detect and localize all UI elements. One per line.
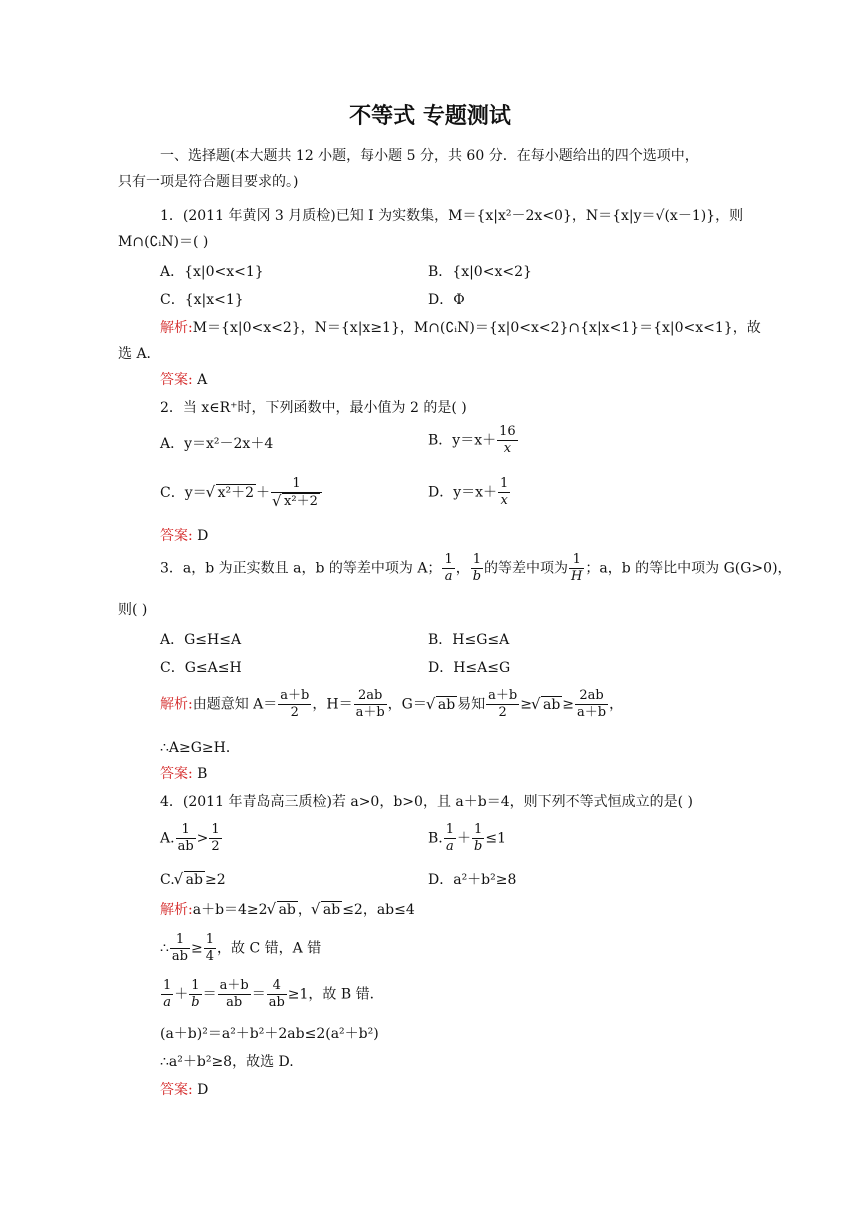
text: ≤1 bbox=[485, 830, 506, 847]
sqrt-expression: √ ab bbox=[436, 696, 457, 713]
text: C. bbox=[160, 872, 175, 888]
fraction bbox=[444, 822, 456, 855]
fraction bbox=[189, 978, 201, 1011]
q4-solution-line4: (a＋b)²＝a²＋b²＋2ab≤2(a²＋b²) bbox=[160, 1026, 379, 1042]
q3-stem bbox=[0, 552, 860, 592]
fraction bbox=[204, 932, 216, 965]
fraction bbox=[472, 822, 484, 855]
q1-answer-value: A bbox=[197, 372, 208, 388]
page-title: 不等式 专题测试 bbox=[349, 103, 511, 129]
q2-d-prefix: D．y＝x＋ bbox=[428, 484, 498, 501]
numerator: 1 bbox=[271, 476, 322, 493]
q4-answer-value: D bbox=[197, 1082, 209, 1098]
numerator: 1 bbox=[211, 822, 220, 837]
q2-b-fraction bbox=[497, 424, 518, 457]
text: ，H＝ bbox=[312, 696, 353, 713]
fraction bbox=[218, 978, 251, 1011]
q2-option-a: A．y＝x²－2x＋4 bbox=[160, 436, 274, 452]
sqrt-expression: √ x²＋2 bbox=[216, 484, 256, 501]
numerator: 1 bbox=[472, 822, 484, 839]
text: ≤2，ab≤4 bbox=[342, 902, 415, 918]
denominator: ab bbox=[226, 995, 243, 1010]
text: ＋ bbox=[174, 986, 189, 1003]
q2-option-d bbox=[428, 476, 860, 516]
q1-option-d: D．Φ bbox=[428, 292, 465, 308]
text: 易知 bbox=[457, 696, 486, 713]
solution-label: 解析: bbox=[160, 902, 193, 918]
sqrt-expression: √ ab bbox=[321, 901, 342, 918]
denominator: b bbox=[191, 995, 200, 1010]
denominator: a bbox=[446, 839, 454, 854]
text: A. bbox=[160, 830, 175, 847]
q4-option-d: D．a²＋b²≥8 bbox=[428, 872, 517, 888]
q1-answer bbox=[0, 370, 860, 390]
text: B. bbox=[428, 830, 443, 847]
q3-option-b: B．H≤G≤A bbox=[428, 632, 510, 648]
section-intro-line2: 只有一项是符合题目要求的。) bbox=[118, 174, 299, 190]
q1-option-b: B．{x|0<x<2} bbox=[428, 264, 532, 280]
denominator: 2 bbox=[211, 839, 220, 854]
sqrt-expression: √ ab bbox=[184, 871, 205, 888]
q1-stem: 1．(2011 年黄冈 3 月质检)已知 I 为实数集，M＝{x|x²－2x<0}，N＝{x|y＝√(x－1)}，则 bbox=[160, 208, 744, 224]
sqrt-expression: √ x²＋2 bbox=[282, 493, 320, 510]
fraction bbox=[575, 688, 608, 721]
numerator: 1 bbox=[205, 932, 215, 947]
q1-solution-cont: 选 A． bbox=[118, 346, 161, 362]
numerator: 1 bbox=[163, 978, 172, 993]
fraction bbox=[170, 932, 190, 965]
text: ≥2 bbox=[204, 872, 226, 888]
numerator: a＋b bbox=[280, 688, 310, 703]
numerator: 1 bbox=[569, 552, 584, 569]
separator: ， bbox=[455, 560, 470, 577]
fraction bbox=[569, 552, 584, 585]
fraction bbox=[161, 978, 173, 1011]
text: a＋b＝4≥2 bbox=[192, 902, 268, 918]
text: ＝ bbox=[202, 986, 217, 1003]
denominator: 2 bbox=[290, 705, 299, 720]
numerator: 1 bbox=[471, 552, 483, 569]
sqrt-expression: √ ab bbox=[277, 901, 298, 918]
denominator: ab bbox=[268, 995, 285, 1010]
q1-option-c: C．{x|x<1} bbox=[160, 292, 244, 308]
q2-answer-value: D bbox=[197, 528, 209, 544]
text: ＝ bbox=[251, 986, 266, 1003]
q1-solution-text: M＝{x|0<x<2}，N＝{x|x≥1}，M∩(∁ᵢN)＝{x|0<x<2}∩{x|x<1}＝{x|0<x<1}，故 bbox=[192, 320, 761, 336]
text: ， bbox=[609, 696, 624, 713]
numerator: 1 bbox=[176, 822, 196, 839]
q4-stem: 4．(2011 年青岛高三质检)若 a>0，b>0，且 a＋b＝4，则下列不等式恒成立的是( ) bbox=[160, 794, 693, 810]
fraction bbox=[278, 688, 311, 721]
numerator: 16 bbox=[499, 424, 516, 439]
q3-stem-text: ；a，b 的等比中项为 G(G>0)， bbox=[585, 560, 792, 577]
text: ，G＝ bbox=[387, 696, 427, 713]
q2-d-fraction bbox=[498, 476, 510, 509]
q3-stem-cont: 则( ) bbox=[118, 602, 148, 618]
section-intro-line1: 一、选择题(本大题共 12 小题，每小题 5 分，共 60 分．在每小题给出的四个选项中， bbox=[160, 148, 699, 164]
q3-option-c: C．G≤A≤H bbox=[160, 660, 242, 676]
text: ＋ bbox=[457, 830, 472, 847]
fraction bbox=[209, 822, 221, 855]
q4-option-b bbox=[428, 822, 860, 862]
q3-answer bbox=[0, 764, 860, 784]
denominator bbox=[271, 493, 322, 510]
answer-label: 答案: bbox=[160, 528, 193, 544]
q2-b-prefix: B．y＝x＋ bbox=[428, 432, 497, 449]
fraction bbox=[486, 688, 519, 721]
denominator: 4 bbox=[205, 949, 215, 964]
denominator: ab bbox=[177, 839, 194, 854]
answer-label: 答案: bbox=[160, 372, 193, 388]
answer-label: 答案: bbox=[160, 766, 193, 782]
plus-sign: ＋ bbox=[256, 485, 271, 501]
q4-answer bbox=[0, 1080, 860, 1100]
denominator: b bbox=[472, 569, 482, 584]
denominator: a bbox=[444, 569, 453, 584]
numerator: 1 bbox=[444, 552, 453, 567]
text: ≥ bbox=[191, 940, 203, 957]
denominator: ab bbox=[171, 949, 188, 964]
denominator: b bbox=[474, 839, 483, 854]
numerator: 1 bbox=[189, 978, 201, 995]
q4-solution-line3 bbox=[0, 978, 860, 1018]
denominator: a bbox=[163, 995, 172, 1010]
q3-stem-text: 3．a，b 为正实数且 a，b 的等差中项为 A； bbox=[160, 560, 442, 577]
fraction bbox=[442, 552, 454, 585]
q2-c-prefix: C．y＝ bbox=[160, 485, 207, 501]
denominator: x bbox=[503, 441, 512, 456]
numerator: a＋b bbox=[488, 688, 518, 703]
denominator: x bbox=[500, 493, 508, 508]
q2-option-b bbox=[428, 424, 860, 464]
numerator: 2ab bbox=[354, 688, 387, 705]
text: > bbox=[196, 830, 209, 847]
text: ≥1，故 B 错． bbox=[287, 986, 384, 1003]
text: 由题意知 A＝ bbox=[192, 696, 278, 713]
q2-c-fraction bbox=[271, 476, 322, 510]
text: ，故 C 错，A 错 bbox=[217, 940, 322, 957]
answer-label: 答案: bbox=[160, 1082, 193, 1098]
q2-answer bbox=[0, 526, 860, 546]
numerator: a＋b bbox=[219, 978, 249, 993]
fraction bbox=[471, 552, 483, 585]
fraction bbox=[267, 978, 287, 1011]
numerator: 2ab bbox=[575, 688, 608, 705]
q1-solution bbox=[0, 318, 860, 338]
denominator: H bbox=[571, 569, 583, 584]
numerator: 1 bbox=[445, 822, 455, 837]
text: ≥ bbox=[520, 696, 532, 713]
solution-label: 解析: bbox=[160, 320, 193, 336]
denominator: 2 bbox=[498, 705, 507, 720]
q3-solution bbox=[0, 688, 860, 728]
q3-option-a: A．G≤H≤A bbox=[160, 632, 242, 648]
text: ， bbox=[297, 902, 312, 918]
q3-stem-text: 的等差中项为 bbox=[484, 560, 569, 577]
q2-stem: 2．当 x∈R⁺时，下列函数中，最小值为 2 的是( ) bbox=[160, 400, 467, 416]
numerator: 1 bbox=[170, 932, 190, 949]
q3-answer-value: B bbox=[197, 766, 208, 782]
numerator: 4 bbox=[267, 978, 287, 995]
fraction bbox=[176, 822, 196, 855]
sqrt-expression: √ ab bbox=[541, 696, 562, 713]
q4-solution-line5: ∴a²＋b²≥8，故选 D. bbox=[160, 1054, 294, 1070]
q4-solution-line2 bbox=[0, 932, 860, 972]
text: ∴ bbox=[160, 940, 169, 957]
q1-stem-cont: M∩(∁ᵢN)＝( ) bbox=[118, 234, 209, 250]
fraction bbox=[354, 688, 387, 721]
q4-solution bbox=[0, 900, 860, 920]
solution-label: 解析: bbox=[160, 696, 193, 713]
denominator: a＋b bbox=[355, 705, 385, 720]
numerator: 1 bbox=[500, 476, 509, 491]
q1-option-a: A．{x|0<x<1} bbox=[160, 264, 264, 280]
text: ≥ bbox=[562, 696, 575, 713]
denominator: a＋b bbox=[577, 705, 607, 720]
q3-option-d: D．H≤A≤G bbox=[428, 660, 511, 676]
q3-conclusion: ∴A≥G≥H． bbox=[160, 740, 240, 756]
